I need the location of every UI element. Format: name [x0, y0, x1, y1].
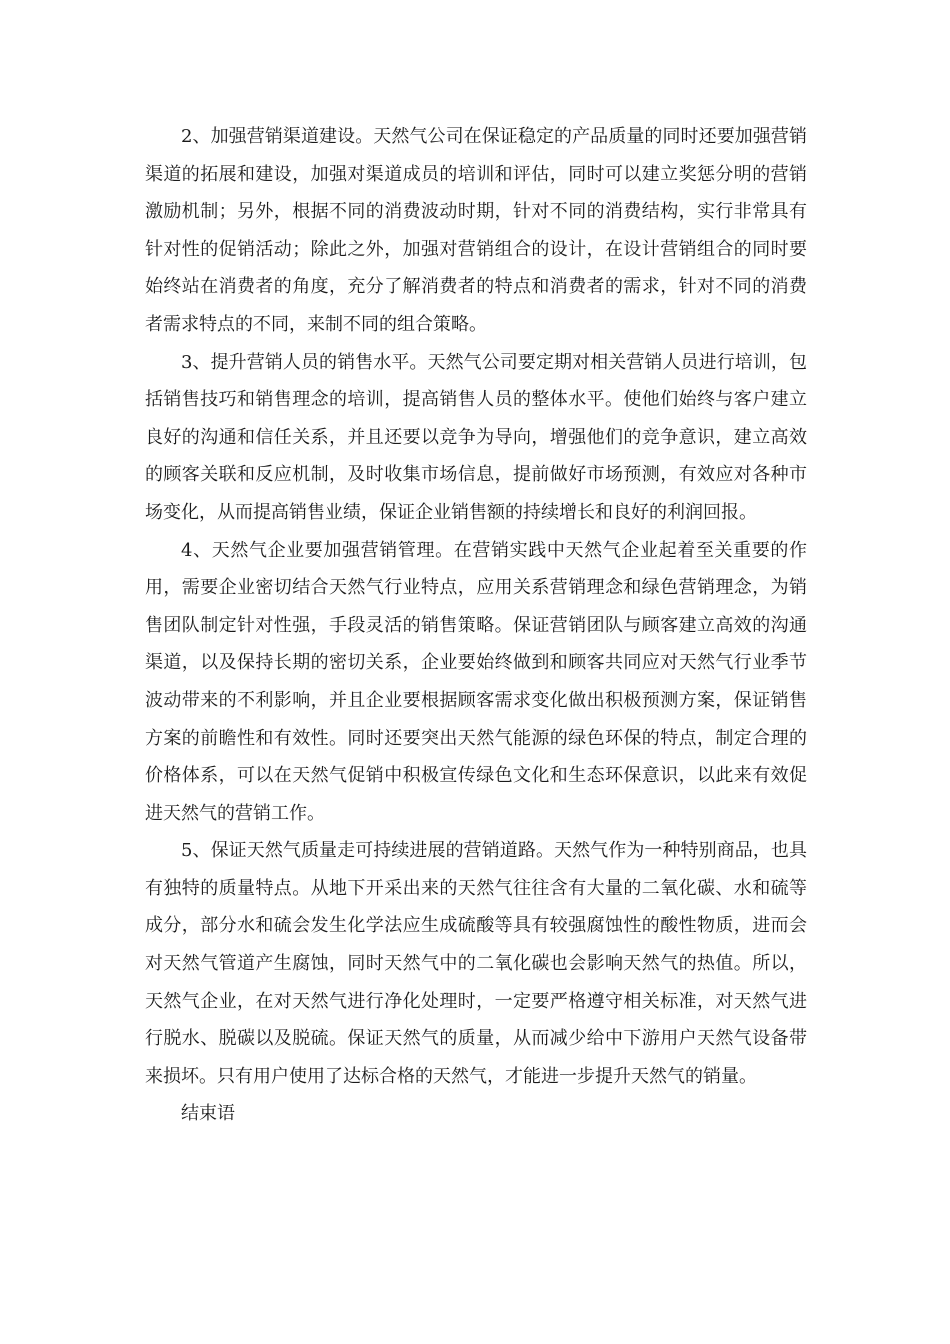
paragraph-gas-quality: 5、保证天然气质量走可持续进展的营销道路。天然气作为一种特别商品，也具有独特的质量特点。从地下开采出来的天然气往往含有大量的二氧化碳、水和硫等成分，部分水和硫会发生化学法应生成硫酸等具有较强腐蚀性的酸性物质，进而会对天然气管道产生腐蚀，同时天然气中的二氧化碳也会影响天然气的热值。所以，天然气企业，在对天然气进行净化处理时，一定要严格遵守相关标准，对天然气进行脱水、脱碳以及脱硫。保证天然气的质量，从而减少给中下游用户天然气设备带来损坏。只有用户使用了达标合格的天然气，才能进一步提升天然气的销量。: [145, 840, 807, 1087]
document-body: [145, 118, 807, 1133]
paragraph-marketing-management: 4、天然气企业要加强营销管理。在营销实践中天然气企业起着至关重要的作用，需要企业密切结合天然气行业特点，应用关系营销理念和绿色营销理念，为销售团队制定针对性强，手段灵活的销售策略。保证营销团队与顾客建立高效的沟通渠道，以及保持长期的密切关系，企业要始终做到和顾客共同应对天然气行业季节波动带来的不利影响，并且企业要根据顾客需求变化做出积极预测方案，保证销售方案的前瞻性和有效性。同时还要突出天然气能源的绿色环保的特点，制定合理的价格体系，可以在天然气促销中积极宣传绿色文化和生态环保意识，以此来有效促进天然气的营销工作。: [145, 539, 807, 824]
closing-heading: 结束语: [181, 1103, 235, 1125]
paragraph-sales-staff: 3、提升营销人员的销售水平。天然气公司要定期对相关营销人员进行培训，包括销售技巧和销售理念的培训，提高销售人员的整体水平。使他们始终与客户建立良好的沟通和信任关系，并且还要以竞争为导向，增强他们的竞争意识，建立高效的顾客关联和反应机制，及时收集市场信息，提前做好市场预测，有效应对各种市场变化，从而提高销售业绩，保证企业销售额的持续增长和良好的利润回报。: [145, 351, 807, 523]
paragraph-marketing-channels: 2、加强营销渠道建设。天然气公司在保证稳定的产品质量的同时还要加强营销渠道的拓展和建设，加强对渠道成员的培训和评估，同时可以建立奖惩分明的营销激励机制；另外，根据不同的消费波动时期，针对不同的消费结构，实行非常具有针对性的促销活动；除此之外，加强对营销组合的设计，在设计营销组合的同时要始终站在消费者的角度，充分了解消费者的特点和消费者的需求，针对不同的消费者需求特点的不同，来制不同的组合策略。: [145, 126, 807, 335]
